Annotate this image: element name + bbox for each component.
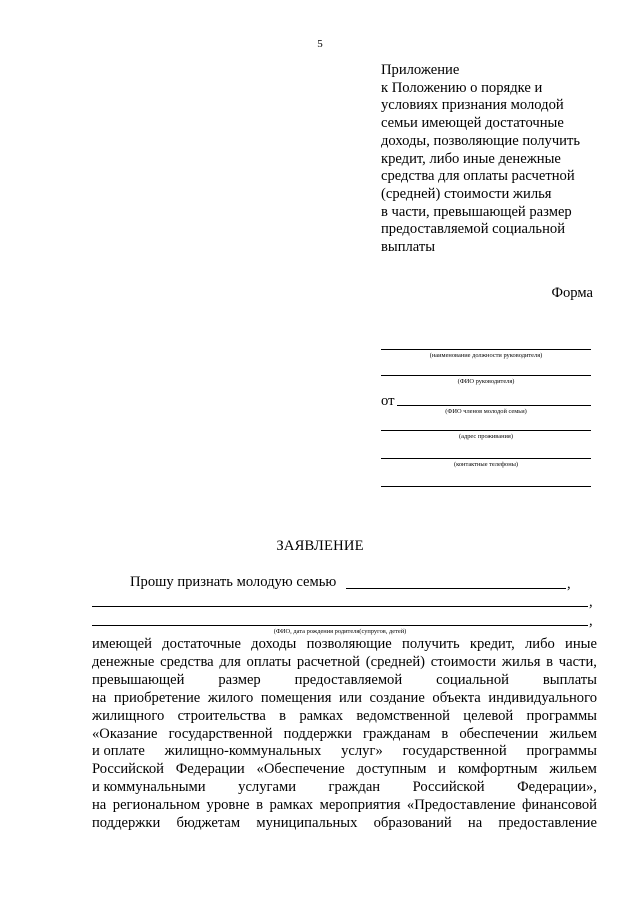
head-name-line <box>381 375 591 376</box>
family-line <box>346 588 566 589</box>
phone-caption: (контактные телефоны) <box>453 461 519 468</box>
body-word: средства <box>160 653 214 670</box>
body-word: доступным <box>356 761 427 778</box>
body-word: на <box>467 815 483 832</box>
appendix-line: условиях признания молодой <box>381 97 564 114</box>
head-name-caption: (ФИО руководителя) <box>457 378 515 385</box>
body-line <box>92 743 597 761</box>
appendix-line: к Положению о порядке и <box>381 79 543 96</box>
body-word: иные <box>565 636 597 652</box>
appendix-line: средства для оплаты расчетной <box>381 168 575 185</box>
appendix-line: выплаты <box>381 239 436 256</box>
body-word: или <box>339 689 362 706</box>
body-line <box>92 690 597 708</box>
form-label: Форма <box>551 285 593 301</box>
body-word: комфортным <box>457 761 538 778</box>
position-caption: (наименование должности руководителя) <box>429 352 543 359</box>
body-word: услугами <box>238 779 297 796</box>
body-word: целевой <box>463 707 514 724</box>
body-word: жилого <box>207 689 254 706</box>
family-line-3 <box>92 625 588 626</box>
body-word: Федерации», <box>517 779 597 796</box>
body-word: программы <box>526 743 597 760</box>
body-word: кредит, <box>469 636 515 652</box>
body-word: поддержки <box>283 725 352 742</box>
phone-line <box>381 458 591 459</box>
body-word: расчетной <box>296 653 360 670</box>
body-word: «Оказание <box>92 725 158 742</box>
body-word: «Обеспечение <box>256 761 345 778</box>
body-word: стоимости <box>430 653 497 670</box>
family-caption: (ФИО, дата рождения родителя(супругов, детей) <box>273 628 407 635</box>
body-word: граждан <box>328 779 381 796</box>
body-word: в <box>279 707 287 724</box>
body-word: региональном <box>112 797 201 814</box>
document-title: ЗАЯВЛЕНИЕ <box>276 538 364 554</box>
body-word: жильем <box>549 725 597 742</box>
appendix-line: Приложение <box>381 62 460 78</box>
body-word: жилья <box>501 653 541 670</box>
body-word: государственной <box>168 725 273 742</box>
address-caption: (адрес проживания) <box>458 433 513 440</box>
body-word: социальной <box>436 671 509 688</box>
body-word: (средней) <box>365 653 426 670</box>
body-word: помещения <box>260 689 332 706</box>
body-word: финансовой <box>521 797 597 814</box>
body-word: строительства <box>177 707 266 724</box>
body-word: государственной <box>402 743 507 760</box>
comma: , <box>567 576 571 592</box>
body-word: жильем <box>549 761 597 778</box>
body-word: размер <box>218 671 261 688</box>
body-line <box>92 797 597 815</box>
appendix-line: предоставляемой социальной <box>381 221 566 238</box>
comma: , <box>589 594 593 610</box>
body-word: предоставление <box>498 815 597 832</box>
member-line <box>397 405 591 406</box>
body-word: создание <box>369 689 425 706</box>
body-word: бюджетам <box>176 815 241 832</box>
body-word: Российской <box>412 779 485 796</box>
extra-line <box>381 486 591 487</box>
request-text: Прошу признать молодую семью <box>130 574 337 590</box>
appendix-line: в части, превышающей размер <box>381 203 572 220</box>
appendix-line: кредит, либо иные денежные <box>381 150 561 167</box>
body-word: в <box>441 725 449 742</box>
body-text <box>92 636 597 833</box>
body-line <box>92 726 597 744</box>
body-word: Российской <box>92 761 164 778</box>
body-line <box>92 708 597 726</box>
body-word: получить <box>402 636 460 652</box>
body-line <box>92 672 597 690</box>
body-word: превышающей <box>92 671 185 688</box>
body-word: жилищного <box>92 707 165 724</box>
appendix-line: семьи имеющей достаточные <box>381 115 564 132</box>
body-word: в <box>546 653 554 670</box>
body-line <box>92 654 597 672</box>
address-line <box>381 430 591 431</box>
body-word: в <box>256 797 263 814</box>
body-word: объекта <box>432 689 481 706</box>
body-word: индивидуального <box>488 689 597 706</box>
body-word: ведомственной <box>356 707 450 724</box>
body-word: поддержки <box>92 815 161 832</box>
position-line <box>381 349 591 350</box>
body-word: и оплате <box>92 743 145 760</box>
body-word: образований <box>373 815 452 832</box>
body-word: рамках <box>299 707 344 724</box>
appendix-line: (средней) стоимости жилья <box>381 185 552 202</box>
body-word: жилищно-коммунальных <box>164 743 322 760</box>
body-word: доходы <box>251 636 297 652</box>
body-word: обеспечении <box>459 725 539 742</box>
body-word: имеющей <box>92 636 152 652</box>
body-word: и коммунальными <box>92 779 206 796</box>
body-word: и <box>438 761 446 778</box>
body-word: приобретение <box>113 689 201 706</box>
body-word: гражданам <box>363 725 431 742</box>
body-word: на <box>92 689 107 706</box>
body-word: денежные <box>92 653 155 670</box>
from-label: от <box>381 393 395 409</box>
body-word: на <box>92 797 107 814</box>
body-word: предоставляемой <box>294 671 403 688</box>
body-line <box>92 761 597 779</box>
body-word: рамках <box>269 797 314 814</box>
appendix-line: доходы, позволяющие получить <box>381 132 581 149</box>
body-word: для <box>219 653 241 670</box>
body-word: муниципальных <box>256 815 358 832</box>
page-number: 5 <box>317 38 323 50</box>
body-line <box>92 779 597 797</box>
body-line <box>92 815 597 833</box>
body-word: оплаты <box>246 653 292 670</box>
body-word: либо <box>524 636 555 652</box>
comma: , <box>589 613 593 629</box>
body-word: части, <box>558 653 597 670</box>
appendix-note <box>381 62 611 257</box>
body-word: программы <box>526 707 597 724</box>
body-word: уровне <box>206 797 250 814</box>
body-word: услуг» <box>341 743 383 760</box>
body-word: достаточные <box>162 636 241 652</box>
body-line <box>92 636 597 654</box>
body-word: мероприятия <box>319 797 401 814</box>
family-line-2 <box>92 606 588 607</box>
body-word: Федерации <box>175 761 245 778</box>
body-word: выплаты <box>542 671 597 688</box>
body-word: «Предоставление <box>406 797 516 814</box>
member-caption: (ФИО членов молодой семьи) <box>445 408 527 415</box>
body-word: позволяющие <box>306 636 392 652</box>
